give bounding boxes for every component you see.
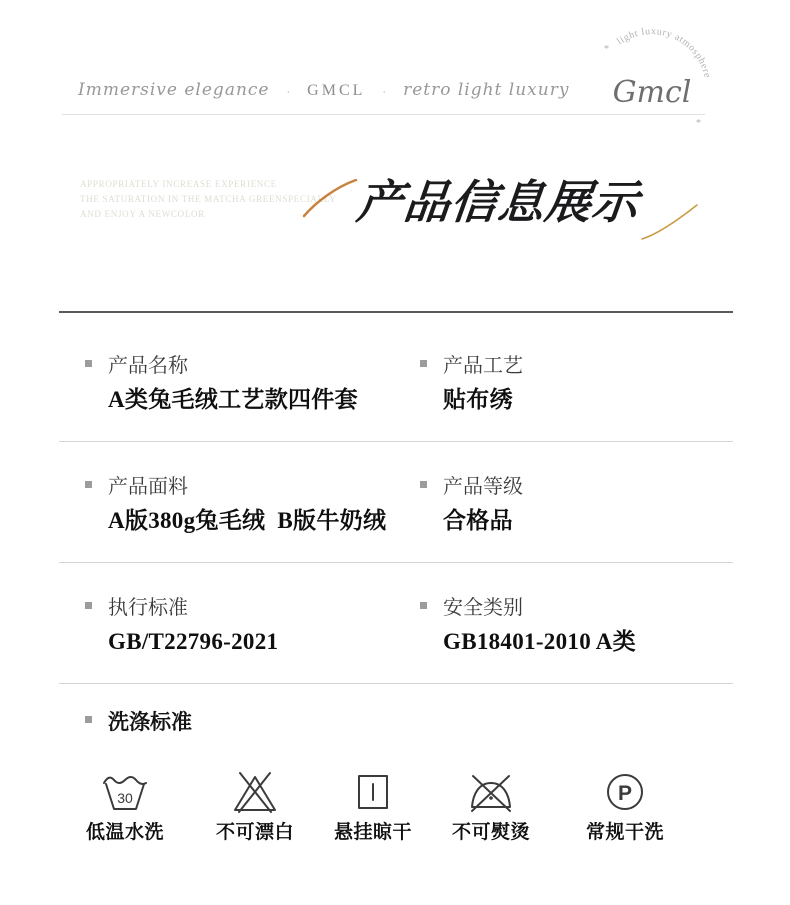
info-cell-product-grade: [394, 474, 733, 536]
dry-clean-icon: [600, 770, 650, 814]
title-accent-slash-right-icon: [640, 202, 700, 242]
watermark-line: APPROPRIATELY INCREASE EXPERIENCE: [80, 179, 277, 189]
watermark-line: THE SATURATION IN THE MATCHA GREENSPECIALLY: [80, 194, 337, 204]
info-value: A版380g兔毛绒 B版牛奶绒: [108, 508, 387, 533]
info-label: 产品等级: [443, 476, 523, 498]
info-value: 合格品: [443, 508, 513, 533]
care-item-no-bleach: [203, 770, 307, 844]
hang-dry-icon: [348, 770, 398, 814]
square-bullet-icon: [420, 602, 427, 609]
info-cell-product-name: [59, 353, 394, 415]
care-symbols-row: [59, 770, 733, 870]
product-info-table: [59, 311, 733, 684]
tagline-brand: GMCL: [307, 82, 366, 99]
tagline-script-left: Immersive elegance: [78, 80, 270, 100]
care-caption: 不可熨烫: [451, 822, 530, 843]
info-label: 产品面料: [108, 476, 188, 498]
logo-arc-text: light luxury atmosphere: [614, 26, 713, 80]
square-bullet-icon: [420, 360, 427, 367]
care-item-hang-dry: [321, 770, 425, 844]
care-caption: 低温水洗: [85, 822, 164, 843]
washing-standard-section: [59, 675, 733, 875]
header-tagline: [78, 80, 569, 100]
table-row: [59, 442, 733, 563]
square-bullet-icon: [420, 481, 427, 488]
dry-clean-letter: P: [617, 782, 633, 805]
no-bleach-icon: [230, 770, 280, 814]
tagline-script-right: retro light luxury: [403, 80, 570, 100]
watermark-line: AND ENJOY A NEWCOLOR: [80, 209, 205, 219]
info-value: 贴布绣: [443, 387, 513, 412]
brand-logo: [596, 10, 724, 132]
info-label: 产品工艺: [443, 355, 523, 377]
table-row: [59, 313, 733, 442]
title-accent-slash-left-icon: [301, 177, 359, 219]
care-caption: 不可漂白: [215, 822, 294, 843]
info-label: 执行标准: [108, 597, 188, 619]
watermark-text: [80, 177, 336, 222]
info-value: A类兔毛绒工艺款四件套: [108, 387, 358, 412]
logo-script-text: Gmcl: [612, 75, 692, 110]
care-item-low-temp-wash: [73, 770, 177, 844]
tagline-separator: ·: [286, 86, 291, 98]
wash-temp-number: 30: [117, 790, 133, 806]
info-value: GB18401-2010 A类: [443, 629, 636, 654]
wash-30-icon: [100, 770, 150, 814]
logo-star-icon: *: [604, 44, 609, 55]
logo-star-icon: *: [696, 118, 701, 129]
square-bullet-icon: [85, 360, 92, 367]
info-cell-product-fabric: [59, 474, 394, 536]
care-item-no-iron: [439, 770, 543, 844]
washing-standard-label: 洗涤标准: [108, 710, 192, 734]
care-caption: 悬挂晾干: [333, 822, 412, 843]
info-label: 安全类别: [443, 597, 523, 619]
care-caption: 常规干洗: [585, 822, 664, 843]
square-bullet-icon: [85, 716, 92, 723]
square-bullet-icon: [85, 481, 92, 488]
square-bullet-icon: [85, 602, 92, 609]
info-cell-safety-category: [394, 595, 733, 657]
info-label: 产品名称: [108, 355, 188, 377]
table-row: [59, 563, 733, 684]
info-cell-exec-standard: [59, 595, 394, 657]
washing-standard-header: [59, 675, 733, 735]
no-iron-icon: [466, 770, 516, 814]
info-value: GB/T22796-2021: [108, 629, 279, 654]
page-title: 产品信息展示: [354, 176, 642, 228]
info-cell-product-craft: [394, 353, 733, 415]
care-item-dry-clean: [573, 770, 677, 844]
tagline-separator: ·: [382, 86, 387, 98]
